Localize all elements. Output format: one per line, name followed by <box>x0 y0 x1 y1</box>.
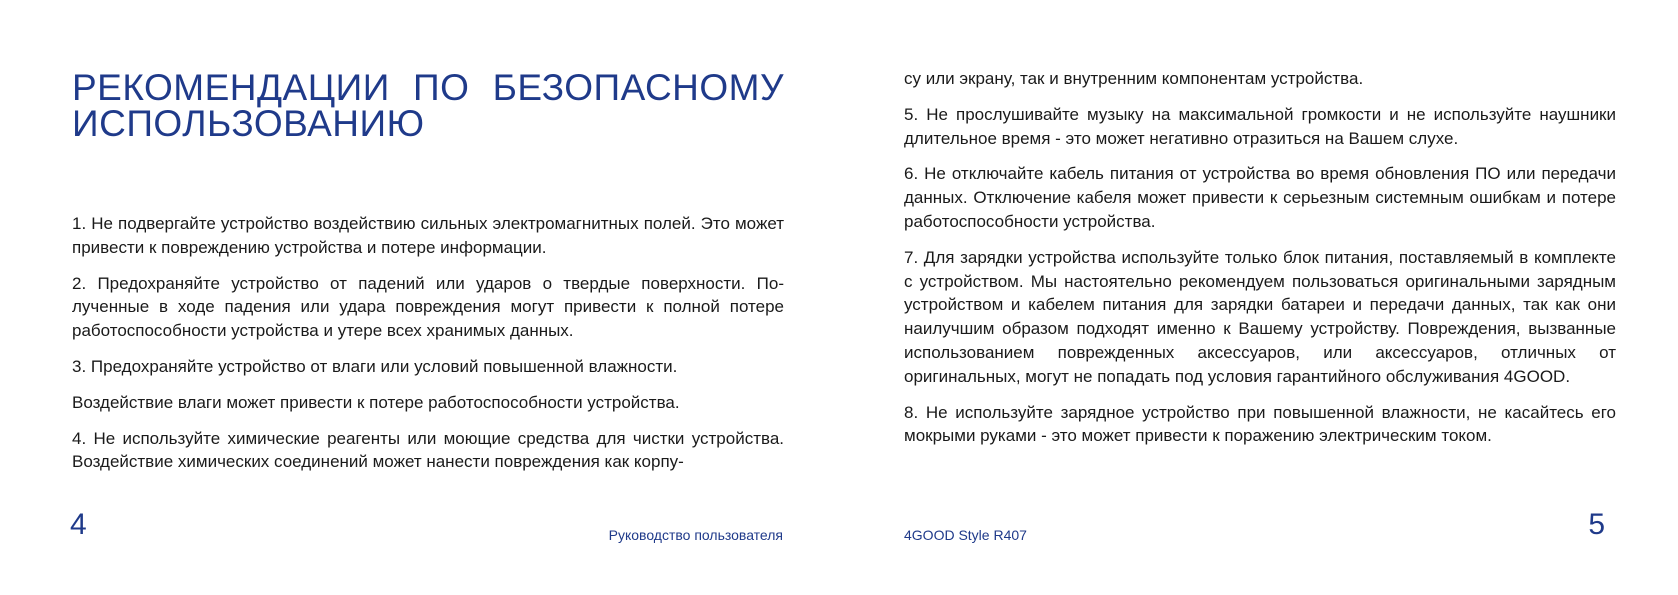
paragraph-2: 2. Предохраняйте устройство от падений или ударов о твердые поверхности. Полученные в ходе падения или удара повреждения могут привести к полной потере работоспособности устройства и утере всех хранимых данных. <box>72 273 784 341</box>
paragraph-5: 5. Не прослушивайте музыку на максимальной громкости и не используйте наушники длительное время - это может негативно отразиться на Вашем слухе. <box>904 104 1616 148</box>
paragraph-4: 4. Не используйте химические реагенты или моющие средства для чистки устройства. Воздействие химических соединений может нанести повреждения как корпу- <box>72 428 784 472</box>
footer-model-label: 4GOOD Style R407 <box>904 527 1027 543</box>
paragraph-8: 8. Не используйте зарядное устройство при повышенной влажности, не касайтесь его мокрыми руками - это может привести к поражению электрическим током. <box>904 402 1616 446</box>
page-number-left: 4 <box>70 508 87 541</box>
paragraph-6: 6. Не отключайте кабель питания от устройства во время обновления ПО или передачи данных. Отключение кабеля может привести к серьезным системным ошибкам и потере работоспособности устройства. <box>904 164 1616 231</box>
page-number-right: 5 <box>1588 508 1605 541</box>
page-title: РЕКОМЕНДАЦИИ ПО БЕЗОПАСНОМУ ИСПОЛЬЗОВАНИЮ <box>72 67 784 144</box>
footer-manual-label: Руководство пользователя <box>608 527 783 543</box>
right-column <box>904 67 1616 460</box>
paragraph-4-continued: су или экрану, так и внутренним компонентам устройства. <box>904 69 1364 88</box>
paragraph-3: 3. Предохраняйте устройство от влаги или условий повышенной влажности. <box>72 356 678 376</box>
paragraph-7: 7. Для зарядки устройства используйте только блок питания, поставляемый в комплекте с устройством. Мы настоятельно рекомендуем пользоваться оригинальными зарядным устройством и кабелем питания для зарядки батареи и передачи данных, так как они наилучшим образом подходят именно к Вашему устройству. Повреждения, вызванные использованием поврежденных аксессуаров, или аксессуаров, отличных от оригинальных, могут не попадать под условия гарантийного обслуживания 4GOOD. <box>904 247 1616 386</box>
paragraph-3-continued: Воздействие влаги может привести к потере работоспособности устройства. <box>72 392 680 412</box>
left-column <box>72 212 784 486</box>
right-page <box>839 0 1678 595</box>
paragraph-1: 1. Не подвергайте устройство воздействию сильных электромагнитных полей. Это может привести к повреждению устройства и потере информации. <box>72 214 784 257</box>
